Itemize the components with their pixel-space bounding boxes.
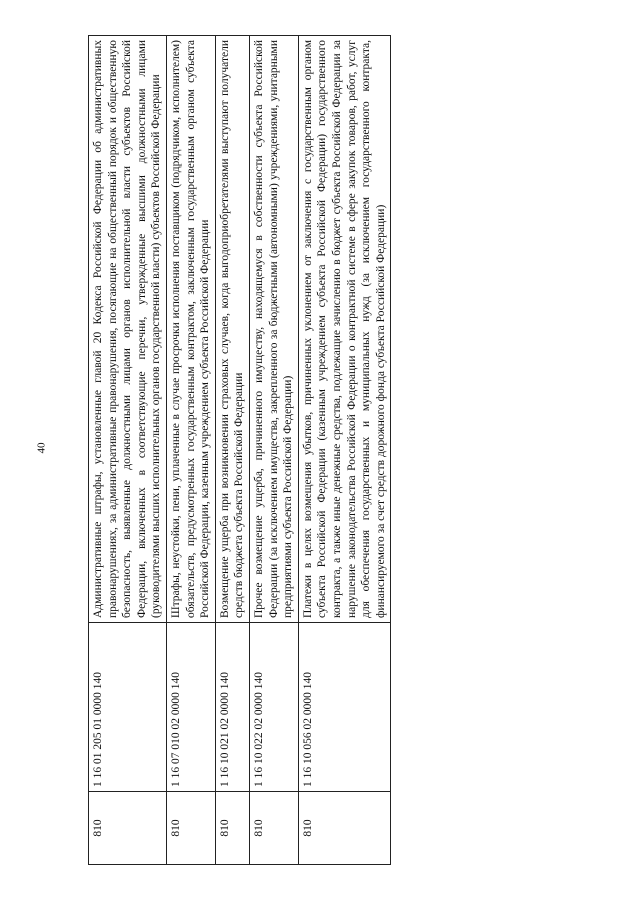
admin-code-cell: 810 [298, 792, 391, 865]
table-row [298, 36, 391, 865]
budget-code-cell: 1 16 07 010 02 0000 140 [166, 623, 215, 792]
description-cell: Административные штрафы, установленные главой 20 Кодекса Российской Федерации об административных правонарушениях, за административные правонарушения, посягающие на общественный порядок и общественную безопасность, выявленные должностными лицами органов исполнительной власти субъектов Российской Федерации, включенных в соответствующие перечни, утвержденные высшими должностными лицами (руководителями высших исполнительных органов государственной власти) субъектов Российской Федерации [89, 36, 167, 623]
admin-code-cell: 810 [215, 792, 249, 865]
rotated-table-container [88, 35, 458, 865]
description-cell: Штрафы, неустойки, пени, уплаченные в случае просрочки исполнения поставщиком (подрядчиком, исполнителем) обязательств, предусмотренных государственным контрактом, заключенным государственным органом субъекта Российской Федерации, казенным учреждением субъекта Российской Федерации [166, 36, 215, 623]
table-row [89, 36, 167, 865]
income-codes-table [88, 35, 391, 865]
budget-code-cell: 1 16 01 205 01 0000 140 [89, 623, 167, 792]
budget-code-cell: 1 16 10 022 02 0000 140 [249, 623, 298, 792]
budget-code-cell: 1 16 10 056 02 0000 140 [298, 623, 391, 792]
table-row [215, 36, 249, 865]
budget-code-cell: 1 16 10 021 02 0000 140 [215, 623, 249, 792]
table-row [249, 36, 298, 865]
admin-code-cell: 810 [166, 792, 215, 865]
description-cell: Возмещение ущерба при возникновении страховых случаев, когда выгодоприобретателями выступают получатели средств бюджета субъекта Российской Федерации [215, 36, 249, 623]
table-row [166, 36, 215, 865]
admin-code-cell: 810 [89, 792, 167, 865]
description-cell: Платежи в целях возмещения убытков, причиненных уклонением от заключения с государственным органом субъекта Российской Федерации (казенным учреждением субъекта Российской Федерации) государственного контракта, а также иные денежные средства, подлежащие зачислению в бюджет субъекта Российской Федерации за нарушение законодательства Российской Федерации о контрактной системе в сфере закупок товаров, работ, услуг для обеспечения государственных и муниципальных нужд (за исключением государственного контракта, финансируемого за счет средств дорожного фонда субъекта Российской Федерации) [298, 36, 391, 623]
page-number: 40 [35, 442, 48, 454]
description-cell: Прочее возмещение ущерба, причиненного имуществу, находящемуся в собственности субъекта Российской Федерации (за исключением имущества, закрепленного за бюджетными (автономными) учреждениями, унитарными предприятиями субъекта Российской Федерации) [249, 36, 298, 623]
admin-code-cell: 810 [249, 792, 298, 865]
